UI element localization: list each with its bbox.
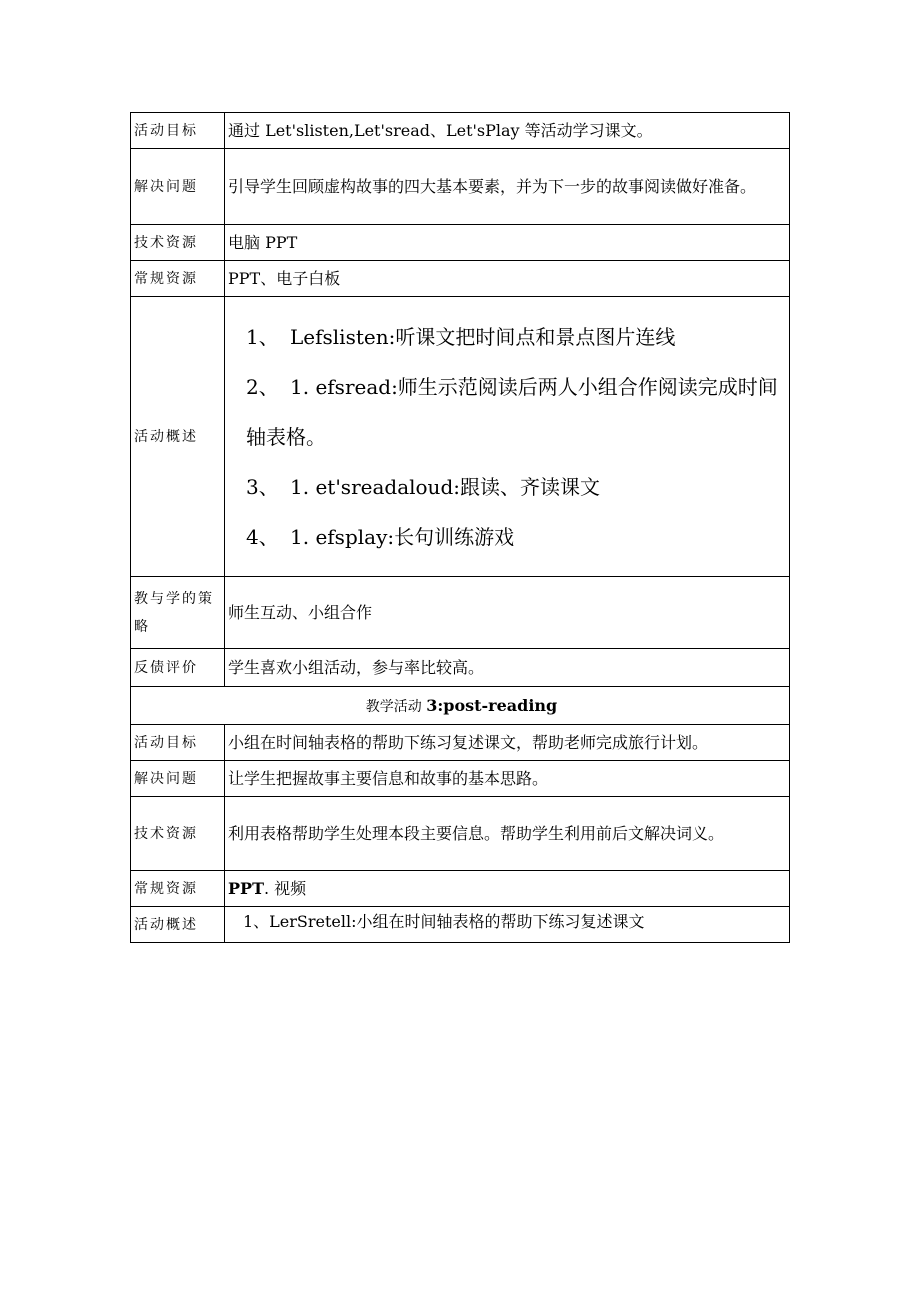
list-item: 3、 1. et'sreadaloud:跟读、齐读课文: [246, 474, 600, 499]
overview-list: [225, 297, 790, 577]
row-value-tech-resource-2: 利用表格帮助学生处理本段主要信息。帮助学生利用前后文解决词义。: [225, 797, 790, 871]
row-label-tech-resource: 技术资源: [131, 225, 225, 261]
list-item: 1、 Lefslisten:听课文把时间点和景点图片连线: [246, 324, 676, 349]
row-value-problem-2: 让学生把握故事主要信息和故事的基本思路。: [225, 761, 790, 797]
table-row: [131, 149, 790, 225]
table-row: [131, 761, 790, 797]
section-title: 教学活动 3:post-reading: [131, 687, 790, 725]
row-value-problem: 引导学生回顾虚构故事的四大基本要素，并为下一步的故事阅读做好准备。: [225, 149, 790, 225]
row-value-regular-resource: PPT、电子白板: [225, 261, 790, 297]
row-value-feedback: 学生喜欢小组活动，参与率比较高。: [225, 649, 790, 687]
table-row: [131, 797, 790, 871]
row-label-activity-goal: 活动目标: [131, 113, 225, 149]
table-row: [131, 113, 790, 149]
list-item: 2、 1. efsread:师生示范阅读后两人小组合作阅读完成时间轴表格。: [246, 374, 778, 449]
row-label-problem-2: 解决问题: [131, 761, 225, 797]
row-value-regular-resource-2: PPT. 视频: [225, 871, 790, 907]
row-label-overview: 活动概述: [131, 297, 225, 577]
row-label-tech-resource-2: 技术资源: [131, 797, 225, 871]
list-item: 4、 1. efsplay:长句训练游戏: [246, 524, 515, 549]
row-value-activity-goal-2: 小组在时间轴表格的帮助下练习复述课文，帮助老师完成旅行计划。: [225, 725, 790, 761]
row-value-activity-goal: 通过 Let'slisten,Let'sread、Let'sPlay 等活动学习课文。: [225, 113, 790, 149]
row-value-strategy: 师生互动、小组合作: [225, 577, 790, 649]
table-row: [131, 907, 790, 943]
lesson-plan-table: [130, 112, 790, 943]
table-row: [131, 297, 790, 577]
table-row: [131, 577, 790, 649]
table-row: [131, 871, 790, 907]
row-label-overview-2: 活动概述: [131, 907, 225, 943]
table-row: [131, 261, 790, 297]
row-label-regular-resource: 常规资源: [131, 261, 225, 297]
row-label-problem: 解决问题: [131, 149, 225, 225]
table-row: [131, 649, 790, 687]
table-row: [131, 225, 790, 261]
row-label-feedback: 反债评价: [131, 649, 225, 687]
row-label-regular-resource-2: 常规资源: [131, 871, 225, 907]
row-value-tech-resource: 电脑 PPT: [225, 225, 790, 261]
row-label-activity-goal-2: 活动目标: [131, 725, 225, 761]
table-row: [131, 687, 790, 725]
table-row: [131, 725, 790, 761]
row-value-overview-2: 1、LerSretell:小组在时间轴表格的帮助下练习复述课文: [225, 907, 790, 943]
row-label-strategy: 教与学的策略: [131, 577, 225, 649]
